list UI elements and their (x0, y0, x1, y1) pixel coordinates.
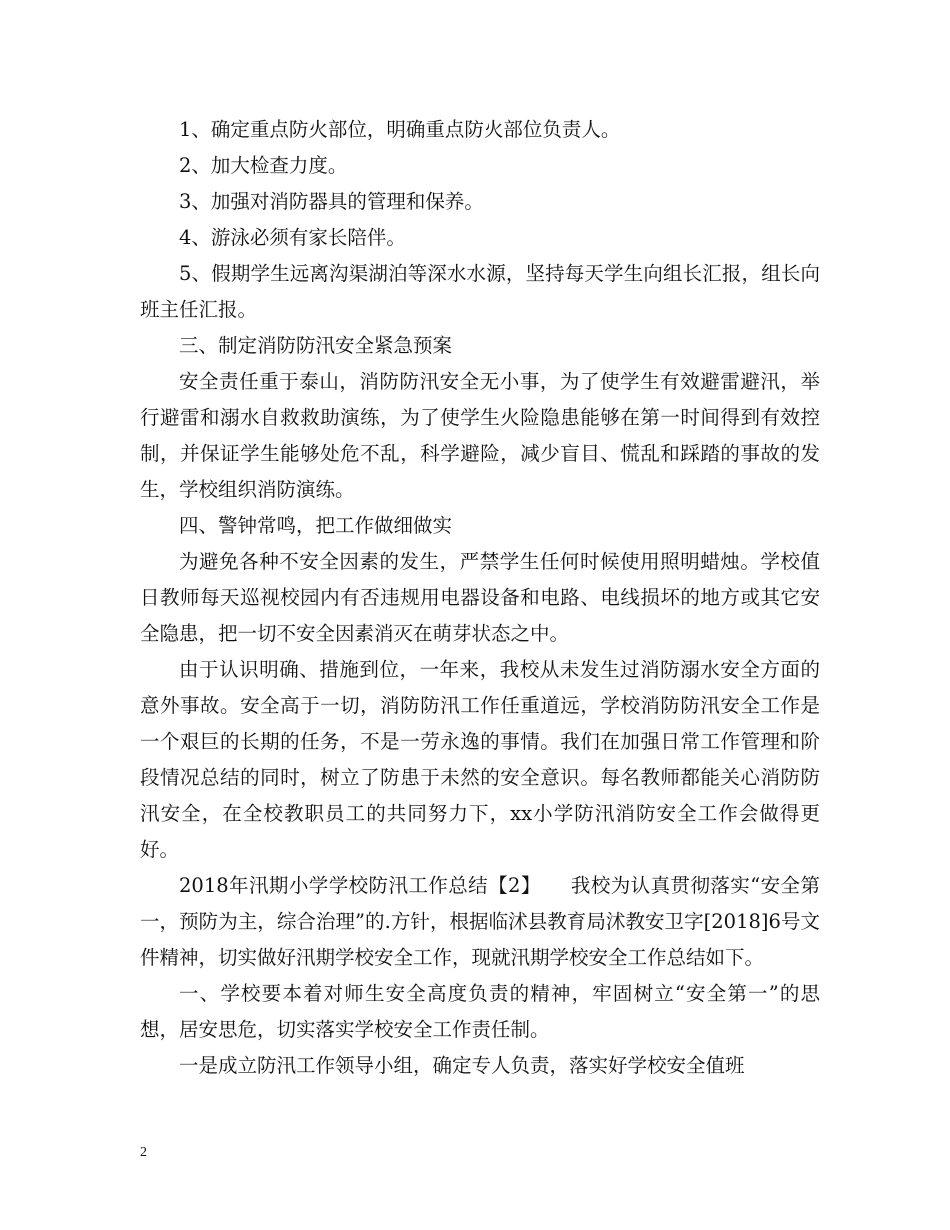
section-heading-3: 三、制定消防防汛安全紧急预案 (179, 334, 453, 357)
document-body (140, 112, 820, 1084)
paragraph-list-item-1: 1、确定重点防火部位，明确重点防火部位负责人。 (179, 118, 621, 141)
page-number: 2 (140, 1145, 147, 1160)
section-heading-1: 一、学校要本着对师生安全高度负责的精神，牢固树立“安全第一”的思想，居安思危，切实落实学校安全工作责任制。 (140, 982, 820, 1041)
paragraph-list-item-5: 5、假期学生远离沟渠湖泊等深水水源，坚持每天学生向组长汇报，组长向班主任汇报。 (140, 262, 820, 321)
paragraph-body: 为避免各种不安全因素的发生，严禁学生任何时候使用照明蜡烛。学校值日教师每天巡视校园内有否违规用电器设备和电路、电线损坏的地方或其它安全隐患，把一切不安全因素消灭在萌芽状态之中。 (140, 550, 820, 645)
paragraph-list-item-3: 3、加强对消防器具的管理和保养。 (179, 190, 484, 213)
paragraph-list-item-4: 4、游泳必须有家长陪伴。 (179, 226, 406, 249)
section-heading-4: 四、警钟常鸣，把工作做细做实 (179, 514, 453, 537)
paragraph-summary-title: 2018年汛期小学学校防汛工作总结【2】 我校为认真贯彻落实“安全第一，预防为主，综合治理”的.方针，根据临沭县教育局沭教安卫字[2018]6号文件精神，切实做好汛期学校安全工作，现就汛期学校安全工作总结如下。 (140, 874, 820, 969)
paragraph-body: 安全责任重于泰山，消防防汛安全无小事，为了使学生有效避雷避汛，举行避雷和溺水自救救助演练，为了使学生火险隐患能够在第一时间得到有效控制，并保证学生能够处危不乱，科学避险，减少盲目、慌乱和踩踏的事故的发生，学校组织消防演练。 (140, 370, 820, 501)
paragraph-body: 一是成立防汛工作领导小组，确定专人负责，落实好学校安全值班 (179, 1054, 745, 1077)
paragraph-list-item-2: 2、加大检查力度。 (179, 154, 348, 177)
paragraph-body: 由于认识明确、措施到位，一年来，我校从未发生过消防溺水安全方面的意外事故。安全高于一切，消防防汛工作任重道远，学校消防防汛安全工作是一个艰巨的长期的任务，不是一劳永逸的事情。我们在加强日常工作管理和阶段情况总结的同时，树立了防患于未然的安全意识。每名教师都能关心消防防汛安全，在全校教职员工的共同努力下，xx小学防汛消防安全工作会做得更好。 (140, 658, 820, 861)
